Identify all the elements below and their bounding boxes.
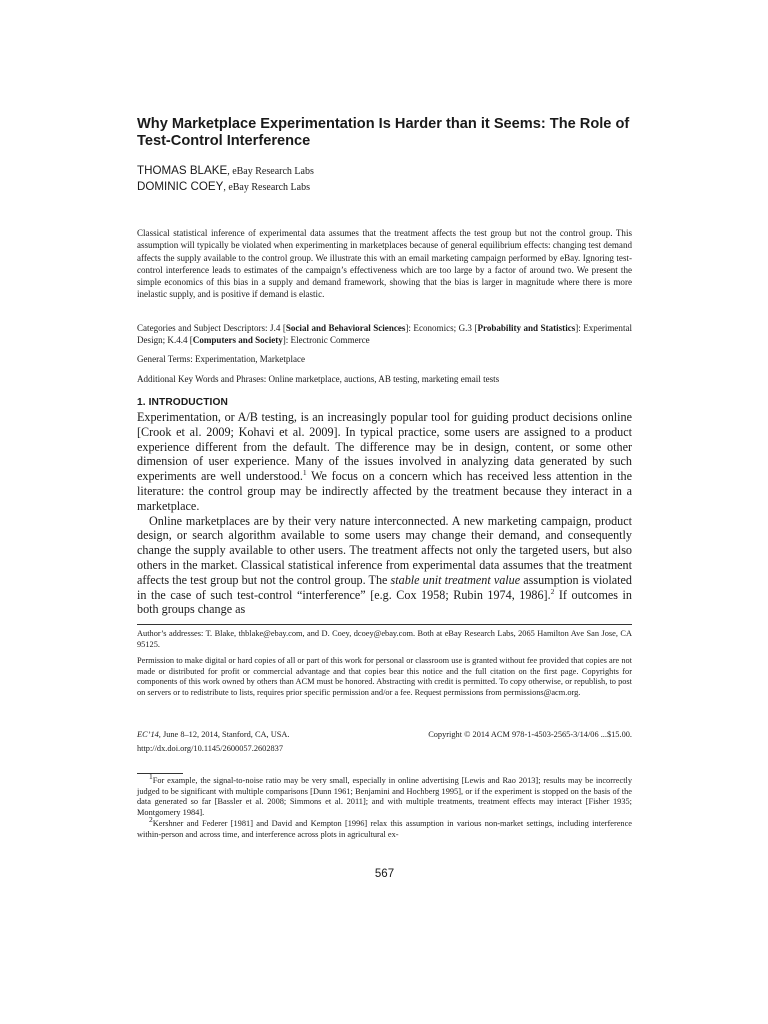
footnote-rule [137, 773, 183, 774]
author-block [137, 163, 632, 195]
divider-rule [137, 624, 632, 625]
doi-link: http://dx.doi.org/10.1145/2600057.2602837 [137, 744, 284, 753]
author-name: DOMINIC COEY [137, 180, 224, 193]
paragraph: Experimentation, or A/B testing, is an increasingly popular tool for guiding product decisions online [Crook et al. 2009; Kohavi et al. 2009]. In typical practice, some users are assigned to a product experience different from the default. The difference may be in design, content, or some other dimension of user experience. Many of the issues involved in analyzing data generated by such experiments are well understood.$^1$ We focus on a concern which has received less attention in the literature: the control group may be indirectly affected by the treatment because they interact in a marketplace. [137, 410, 632, 513]
footnote: $^1$For example, the signal-to-noise ratio may be very small, especially in online advertising [Lewis and Rao 2013]; results may be incorrectly judged to be significant with multiple comparisons [Dunn 1961; Benjamini and Hochberg 1995], or if the experiment is stopped on the basis of the data generated so far [Bassler et al. 2008; Simmons et al. 2011]; and with multiple treatments, treatment effects may interact [Fisher 1935; Montgomery 1984]. [137, 772, 632, 817]
introduction-text [137, 410, 632, 617]
footnote: $^2$Kershner and Federer [1981] and David and Kempton [1996] relax this assumption in various non-market settings, including interference within-person and across time, and interference across plots in agricultural ex- [137, 815, 632, 839]
paper-title: Why Marketplace Experimentation Is Harder than it Seems: The Role of Test-Control Interference [137, 116, 630, 149]
author-line [137, 163, 632, 179]
permission-notice: Permission to make digital or hard copies of all or part of this work for personal or classroom use is granted without fee provided that copies are not made or distributed for profit or commercial advantage and that copies bear this notice and the full citation on the first page. Copyrights for components of this work owned by others than ACM must be honored. Abstracting with credit is permitted. To copy otherwise, or republish, to post on servers or to redistribute to lists, requires prior specific permission and/or a fee. Request permissions from permissions@acm.org. [137, 656, 632, 697]
footnote-ref: 1 [302, 468, 307, 478]
copyright: Copyright © 2014 ACM 978-1-4503-2565-3/14/06 ...$15.00. [428, 730, 632, 739]
footnotes [137, 772, 632, 842]
author-name: THOMAS BLAKE [137, 164, 228, 177]
author-affiliation: , eBay Research Labs [223, 182, 310, 193]
general-terms: General Terms: Experimentation, Marketplace [137, 354, 306, 364]
categories-descriptors: Categories and Subject Descriptors: J.4 [Social and Behavioral Sciences]: Economics; G.3 [Probability and Statistics]: Experimental Design; K.4.4 [Computers and Society]: Electronic Commerce [137, 323, 632, 346]
author-affiliation: , eBay Research Labs [227, 166, 314, 177]
abstract: Classical statistical inference of experimental data assumes that the treatment affects the test group but not the control group. This assumption will typically be violated when experimenting in marketplaces because of general equilibrium effects: changing test demand affects the supply available to the control group. We illustrate this with an email marketing campaign performed by eBay. Ignoring test-control interference leads to estimates of the campaign’s effectiveness which are too large by a factor of around two. We present the simple economics of this bias in a supply and demand framework, showing that the bias is larger in magnitude where there is more inelastic supply, and is positive if demand is elastic. [137, 228, 632, 300]
venue-copyright-row [137, 730, 632, 741]
paragraph: Online marketplaces are by their very nature interconnected. A new marketing campaign, product design, or search algorithm available to some users may change their demand, and consequently change the supply available to other users. The treatment affects not only the targeted users, but also others in the market. Classical statistical inference from experimental data assumes that the treatment affects the test group but not the control group. The stable unit treatment value assumption is violated in the case of such test-control “interference” [e.g. Cox 1958; Rubin 1974, 1986].$^2$ If outcomes in both groups change as [137, 513, 632, 617]
page-number: 567 [374, 868, 395, 880]
author-addresses: Author’s addresses: T. Blake, thblake@ebay.com, and D. Coey, dcoey@ebay.com. Both at eBay Research Labs, 2065 Hamilton Ave San Jose, CA 95125. [137, 629, 632, 649]
venue: EC’14, June 8–12, 2014, Stanford, CA, USA. [137, 730, 290, 739]
keywords: Additional Key Words and Phrases: Online marketplace, auctions, AB testing, marketing email tests [137, 374, 500, 384]
section-heading: 1. INTRODUCTION [137, 397, 228, 408]
footnote-ref: 2 [550, 586, 555, 596]
author-line [137, 179, 632, 195]
